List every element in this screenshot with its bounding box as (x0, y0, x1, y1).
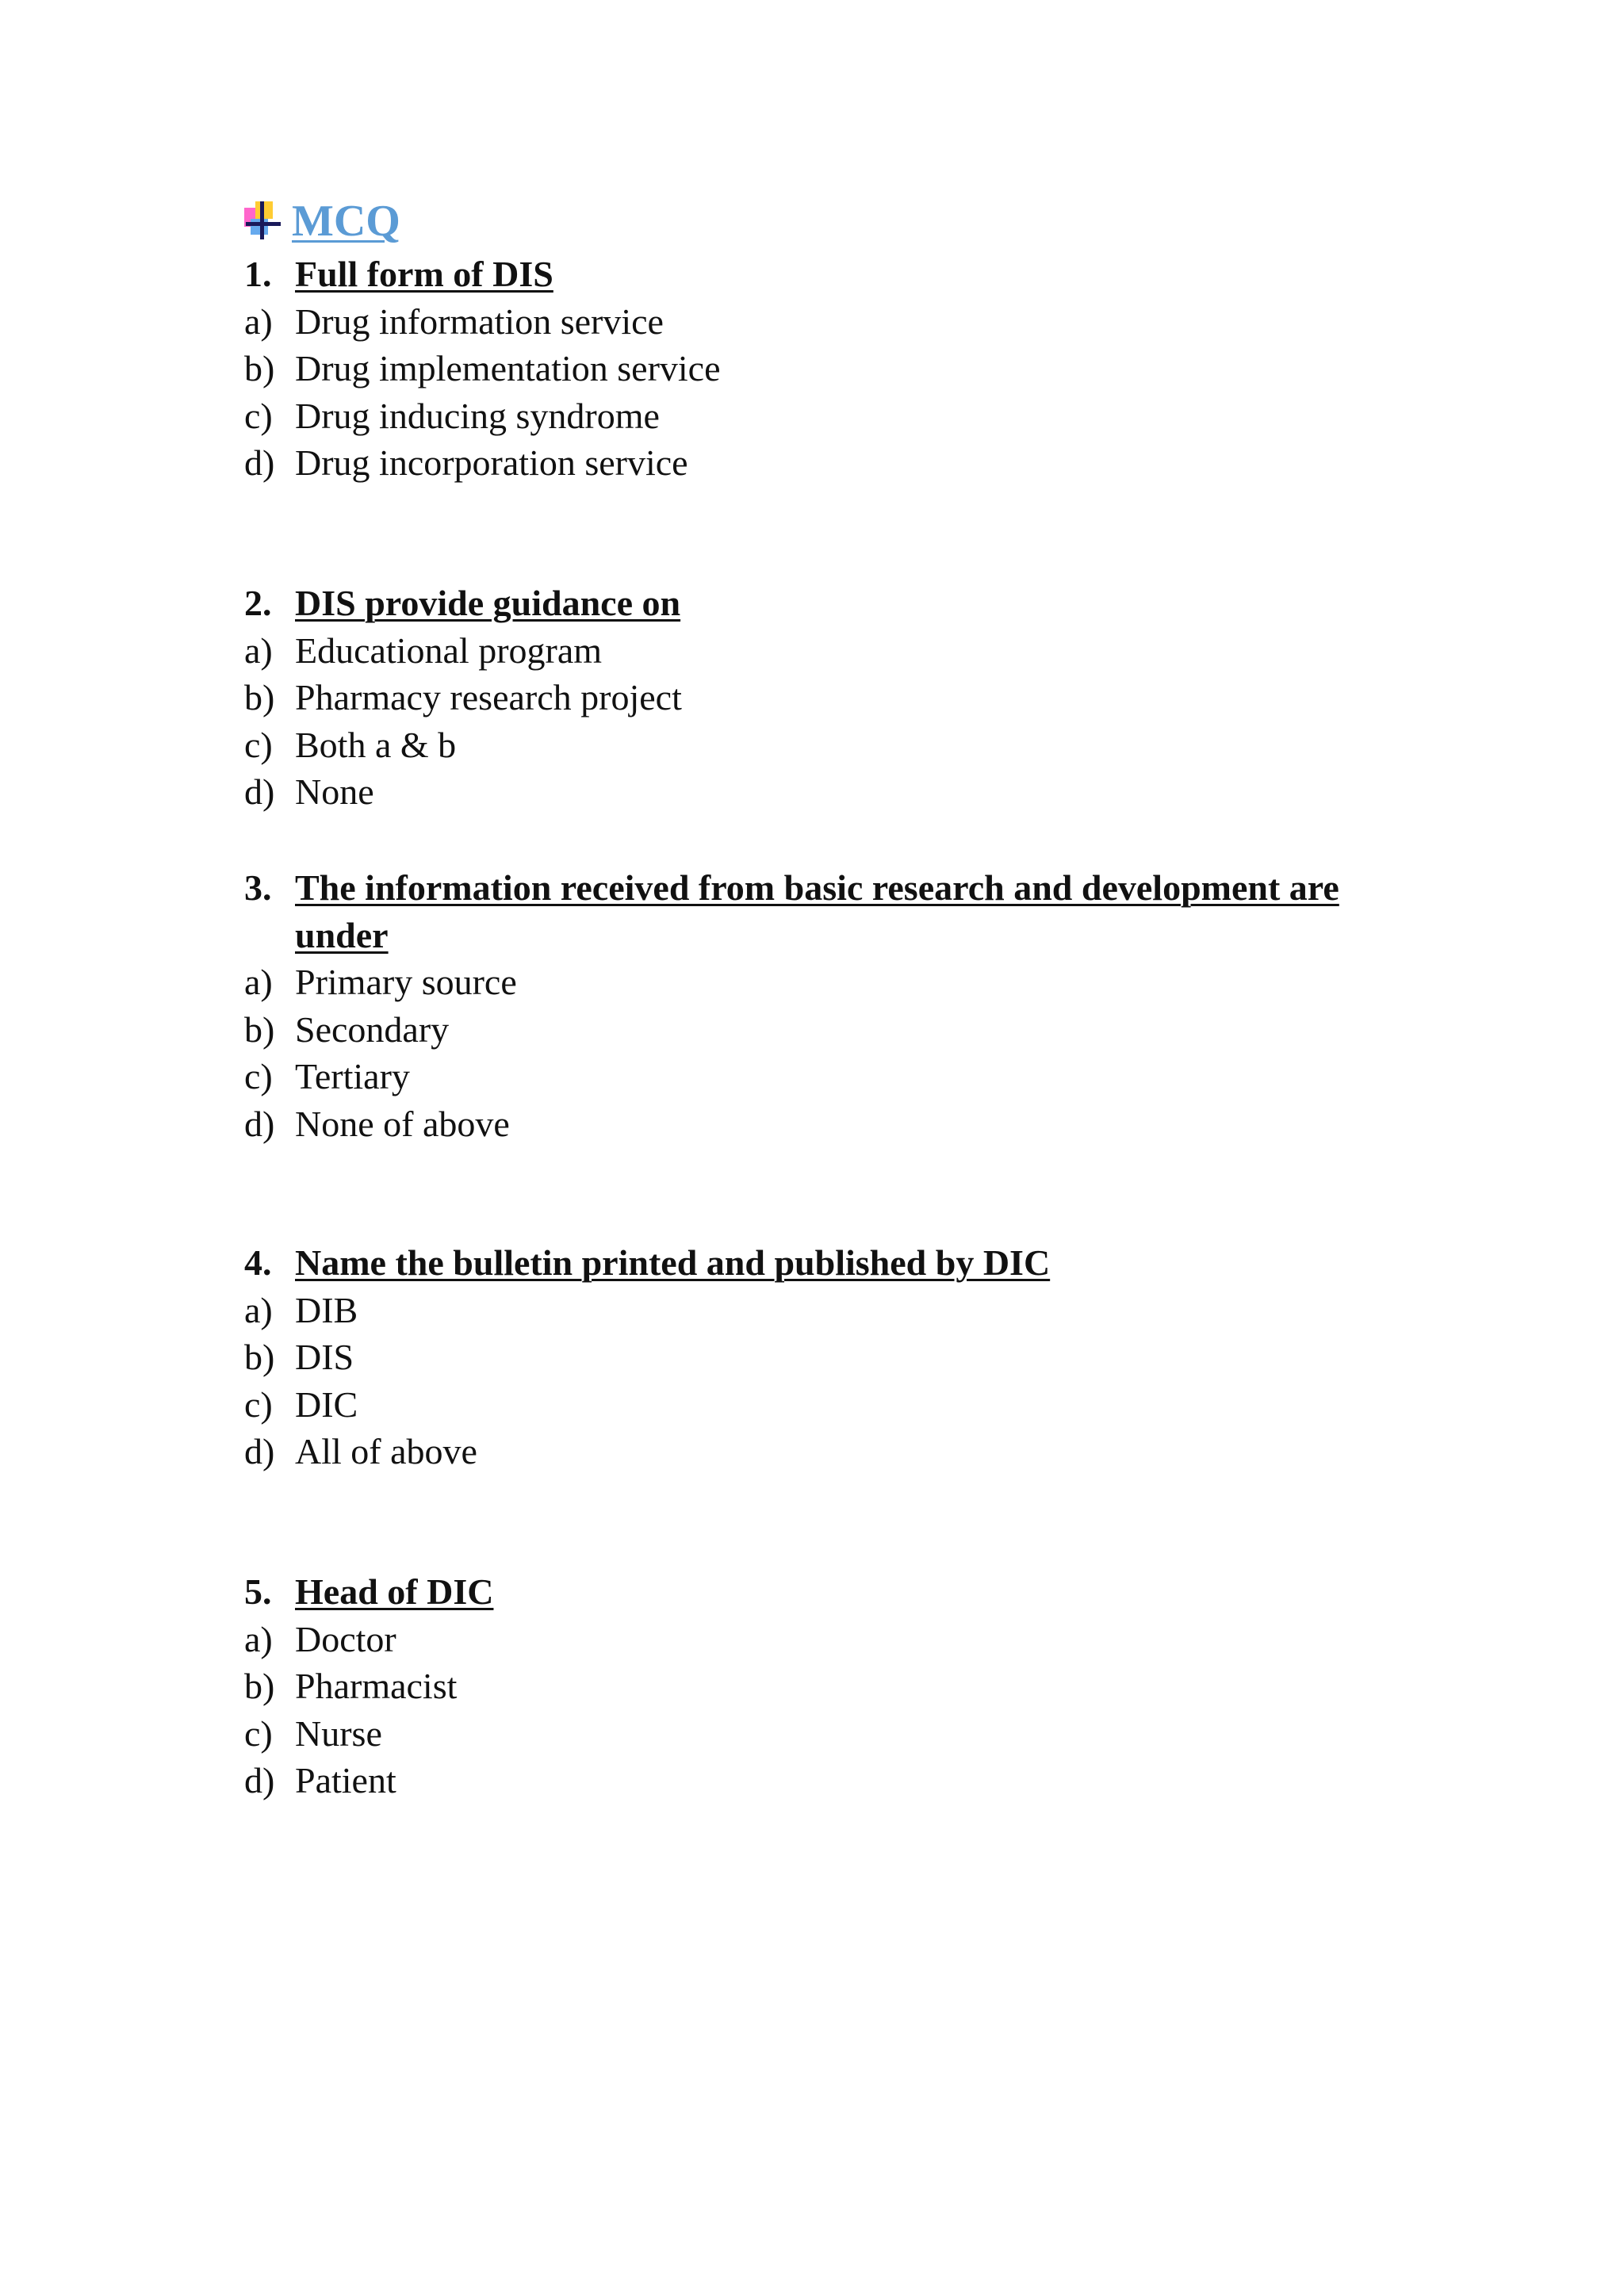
question-title (244, 864, 1418, 959)
option-b (244, 345, 1418, 392)
option-d (244, 1428, 1418, 1475)
option-label: c) (244, 1056, 273, 1096)
question-2 (244, 580, 1418, 816)
option-label: a) (244, 1289, 273, 1330)
option-text: Primary source (295, 962, 517, 1002)
option-text: Drug inducing syndrome (295, 395, 660, 436)
option-label: d) (244, 1103, 275, 1144)
question-title (244, 580, 1418, 627)
option-c (244, 1381, 1418, 1429)
option-label: c) (244, 1712, 273, 1754)
question-text: Head of DIC (295, 1571, 494, 1612)
question-number: 5. (244, 1571, 272, 1612)
question-number: 1. (244, 254, 272, 294)
option-label: c) (244, 1383, 273, 1425)
option-text: Drug information service (295, 300, 664, 342)
option-label: a) (244, 962, 273, 1002)
option-c (244, 1710, 1418, 1758)
option-text: Pharmacist (295, 1666, 458, 1706)
heading-text: MCQ (292, 197, 400, 246)
option-label: c) (244, 395, 273, 436)
option-c (244, 1053, 1418, 1100)
option-b (244, 674, 1418, 721)
option-a (244, 627, 1418, 675)
option-label: a) (244, 1618, 273, 1659)
option-label: d) (244, 771, 275, 812)
option-label: b) (244, 1666, 275, 1706)
option-label: b) (244, 348, 275, 388)
question-4 (244, 1239, 1418, 1475)
option-label: b) (244, 1337, 275, 1377)
option-a (244, 959, 1418, 1006)
option-a (244, 298, 1418, 346)
option-label: c) (244, 724, 273, 765)
option-text: DIB (295, 1289, 358, 1330)
option-text: DIC (295, 1383, 358, 1425)
question-number: 2. (244, 583, 272, 623)
option-text: None (295, 771, 374, 812)
question-1 (244, 251, 1418, 487)
option-d (244, 439, 1418, 487)
option-text: Educational program (295, 629, 603, 671)
option-b (244, 1334, 1418, 1381)
option-label: b) (244, 1008, 275, 1050)
option-label: d) (244, 442, 275, 483)
option-label: b) (244, 677, 275, 718)
question-text: DIS provide guidance on (295, 583, 681, 623)
option-label: a) (244, 629, 273, 671)
option-label: a) (244, 300, 273, 342)
option-a (244, 1287, 1418, 1334)
option-text: Tertiary (295, 1056, 410, 1096)
option-c (244, 392, 1418, 440)
option-text: Both a & b (295, 724, 457, 765)
option-d (244, 1100, 1418, 1148)
option-a (244, 1616, 1418, 1663)
option-text: Nurse (295, 1712, 382, 1754)
option-text: Drug implementation service (295, 348, 721, 388)
question-text: The information received from basic research and development are under (295, 867, 1339, 955)
option-text: DIS (295, 1337, 354, 1377)
option-label: d) (244, 1431, 275, 1471)
question-3 (244, 864, 1418, 1147)
option-d (244, 1757, 1418, 1804)
option-text: Pharmacy research project (295, 677, 682, 718)
option-text: All of above (295, 1431, 477, 1471)
question-title (244, 1239, 1418, 1287)
option-c (244, 721, 1418, 769)
option-d (244, 768, 1418, 816)
mcq-heading (244, 193, 400, 250)
option-text: Patient (295, 1760, 396, 1800)
question-number: 3. (244, 867, 272, 908)
option-label: d) (244, 1760, 275, 1800)
option-text: Drug incorporation service (295, 442, 688, 483)
option-text: None of above (295, 1103, 510, 1144)
question-text: Name the bulletin printed and published by DIC (295, 1242, 1051, 1283)
option-b (244, 1663, 1418, 1710)
option-b (244, 1006, 1418, 1054)
question-title (244, 251, 1418, 298)
question-title (244, 1568, 1418, 1616)
option-text: Doctor (295, 1618, 396, 1659)
bullet-icon (244, 201, 284, 241)
option-text: Secondary (295, 1008, 450, 1050)
question-5 (244, 1568, 1418, 1804)
question-text: Full form of DIS (295, 254, 553, 294)
question-number: 4. (244, 1242, 272, 1283)
